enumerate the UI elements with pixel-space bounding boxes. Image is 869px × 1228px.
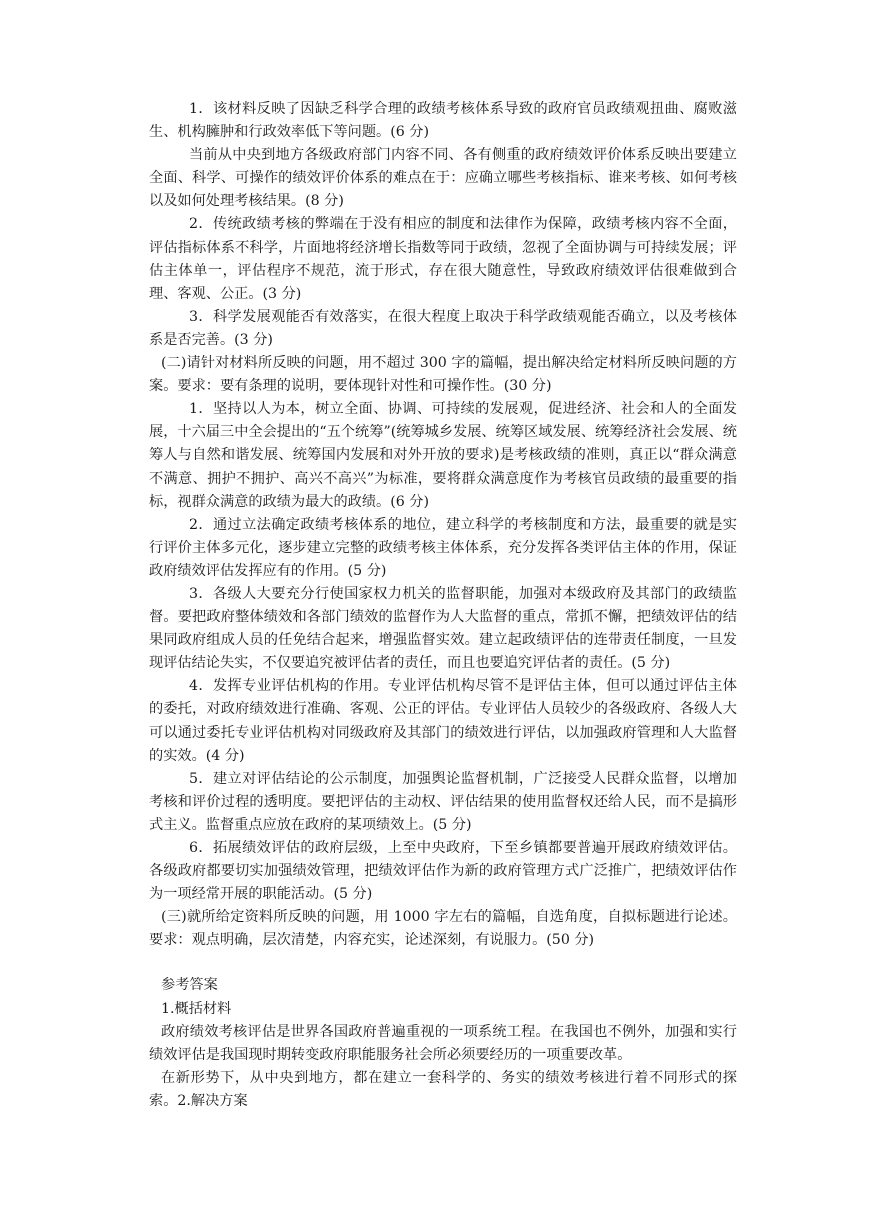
paragraph: 2．通过立法确定政绩考核体系的地位，建立科学的考核制度和方法，最重要的就是实行评价主体多元化，逐步建立完整的政绩考核主体体系，充分发挥各类评估主体的作用，保证政府绩效评估发挥应有的作用。(5 分) bbox=[149, 516, 737, 579]
paragraph: 4．发挥专业评估机构的作用。专业评估机构尽管不是评估主体，但可以通过评估主体的委托，对政府绩效进行准确、客观、公正的评估。专业评估人员较少的各级政府、各级人大可以通过委托专业评估机构对同级政府及其部门的绩效进行评估，以加强政府管理和人大监督的实效。(4 分) bbox=[149, 678, 737, 764]
paragraph: 1．坚持以人为本，树立全面、协调、可持续的发展观，促进经济、社会和人的全面发展，十六届三中全会提出的“五个统筹”(统筹城乡发展、统筹区域发展、统筹经济社会发展、统筹人与自然和谐发展、统筹国内发展和对外开放的要求)是考核政绩的准则，真正以“群众满意不满意、拥护不拥护、高兴不高兴”为标准，要将群众满意度作为考核官员政绩的最重要的指标，视群众满意的政绩为最大的政绩。(6 分) bbox=[149, 401, 737, 510]
paragraph: 2．传统政绩考核的弊端在于没有相应的制度和法律作为保障，政绩考核内容不全面，评估指标体系不科学，片面地将经济增长指数等同于政绩，忽视了全面协调与可持续发展；评估主体单一，评估程序不规范，流于形式，存在很大随意性，导致政府绩效评估很难做到合理、客观、公正。(3 分) bbox=[149, 216, 737, 302]
paragraph: 3．科学发展观能否有效落实，在很大程度上取决于科学政绩观能否确立，以及考核体系是否完善。(3 分) bbox=[149, 308, 737, 348]
answer-paragraph: 1.概括材料 bbox=[161, 1000, 232, 1017]
answer-paragraph: 政府绩效考核评估是世界各国政府普遍重视的一项系统工程。在我国也不例外，加强和实行绩效评估是我国现时期转变政府职能服务社会所必须要经历的一项重要改革。 bbox=[149, 1023, 737, 1063]
answer-paragraph: 在新形势下，从中央到地方，都在建立一套科学的、务实的绩效考核进行着不同形式的探索。2.解决方案 bbox=[149, 1069, 737, 1109]
document-body bbox=[149, 98, 737, 1113]
paragraph: (二)请针对材料所反映的问题，用不超过 300 字的篇幅，提出解决给定材料所反映问题的方案。要求：要有条理的说明，要体现针对性和可操作性。(30 分) bbox=[149, 355, 737, 395]
paragraph: 5．建立对评估结论的公示制度，加强舆论监督机制，广泛接受人民群众监督，以增加考核和评价过程的透明度。要把评估的主动权、评估结果的使用监督权还给人民，而不是搞形式主义。监督重点应放在政府的某项绩效上。(5 分) bbox=[149, 770, 737, 833]
answer-paragraph: 参考答案 bbox=[161, 977, 218, 994]
paragraph: 当前从中央到地方各级政府部门内容不同、各有侧重的政府绩效评价体系反映出要建立全面、科学、可操作的绩效评价体系的难点在于：应确立哪些考核指标、谁来考核、如何考核以及如何处理考核结果。(8 分) bbox=[149, 147, 737, 210]
answer-section bbox=[149, 974, 737, 1113]
paragraph: 6．拓展绩效评估的政府层级，上至中央政府，下至乡镇都要普遍开展政府绩效评估。各级政府都要切实加强绩效管理，把绩效评估作为新的政府管理方式广泛推广，把绩效评估作为一项经常开展的职能活动。(5 分) bbox=[149, 840, 737, 903]
paragraph: 1．该材料反映了因缺乏科学合理的政绩考核体系导致的政府官员政绩观扭曲、腐败滋生、机构臃肿和行政效率低下等问题。(6 分) bbox=[149, 101, 737, 141]
paragraph: 3．各级人大要充分行使国家权力机关的监督职能，加强对本级政府及其部门的政绩监督。要把政府整体绩效和各部门绩效的监督作为人大监督的重点，常抓不懈，把绩效评估的结果同政府组成人员的任免结合起来，增强监督实效。建立起政绩评估的连带责任制度，一旦发现评估结论失实，不仅要追究被评估者的责任，而且也要追究评估者的责任。(5 分) bbox=[149, 585, 737, 672]
section-gap bbox=[149, 952, 737, 974]
question-section bbox=[149, 98, 737, 952]
paragraph: (三)就所给定资料所反映的问题，用 1000 字左右的篇幅，自选角度，自拟标题进行论述。要求：观点明确，层次清楚，内容充实，论述深刻，有说服力。(50 分) bbox=[149, 909, 737, 949]
